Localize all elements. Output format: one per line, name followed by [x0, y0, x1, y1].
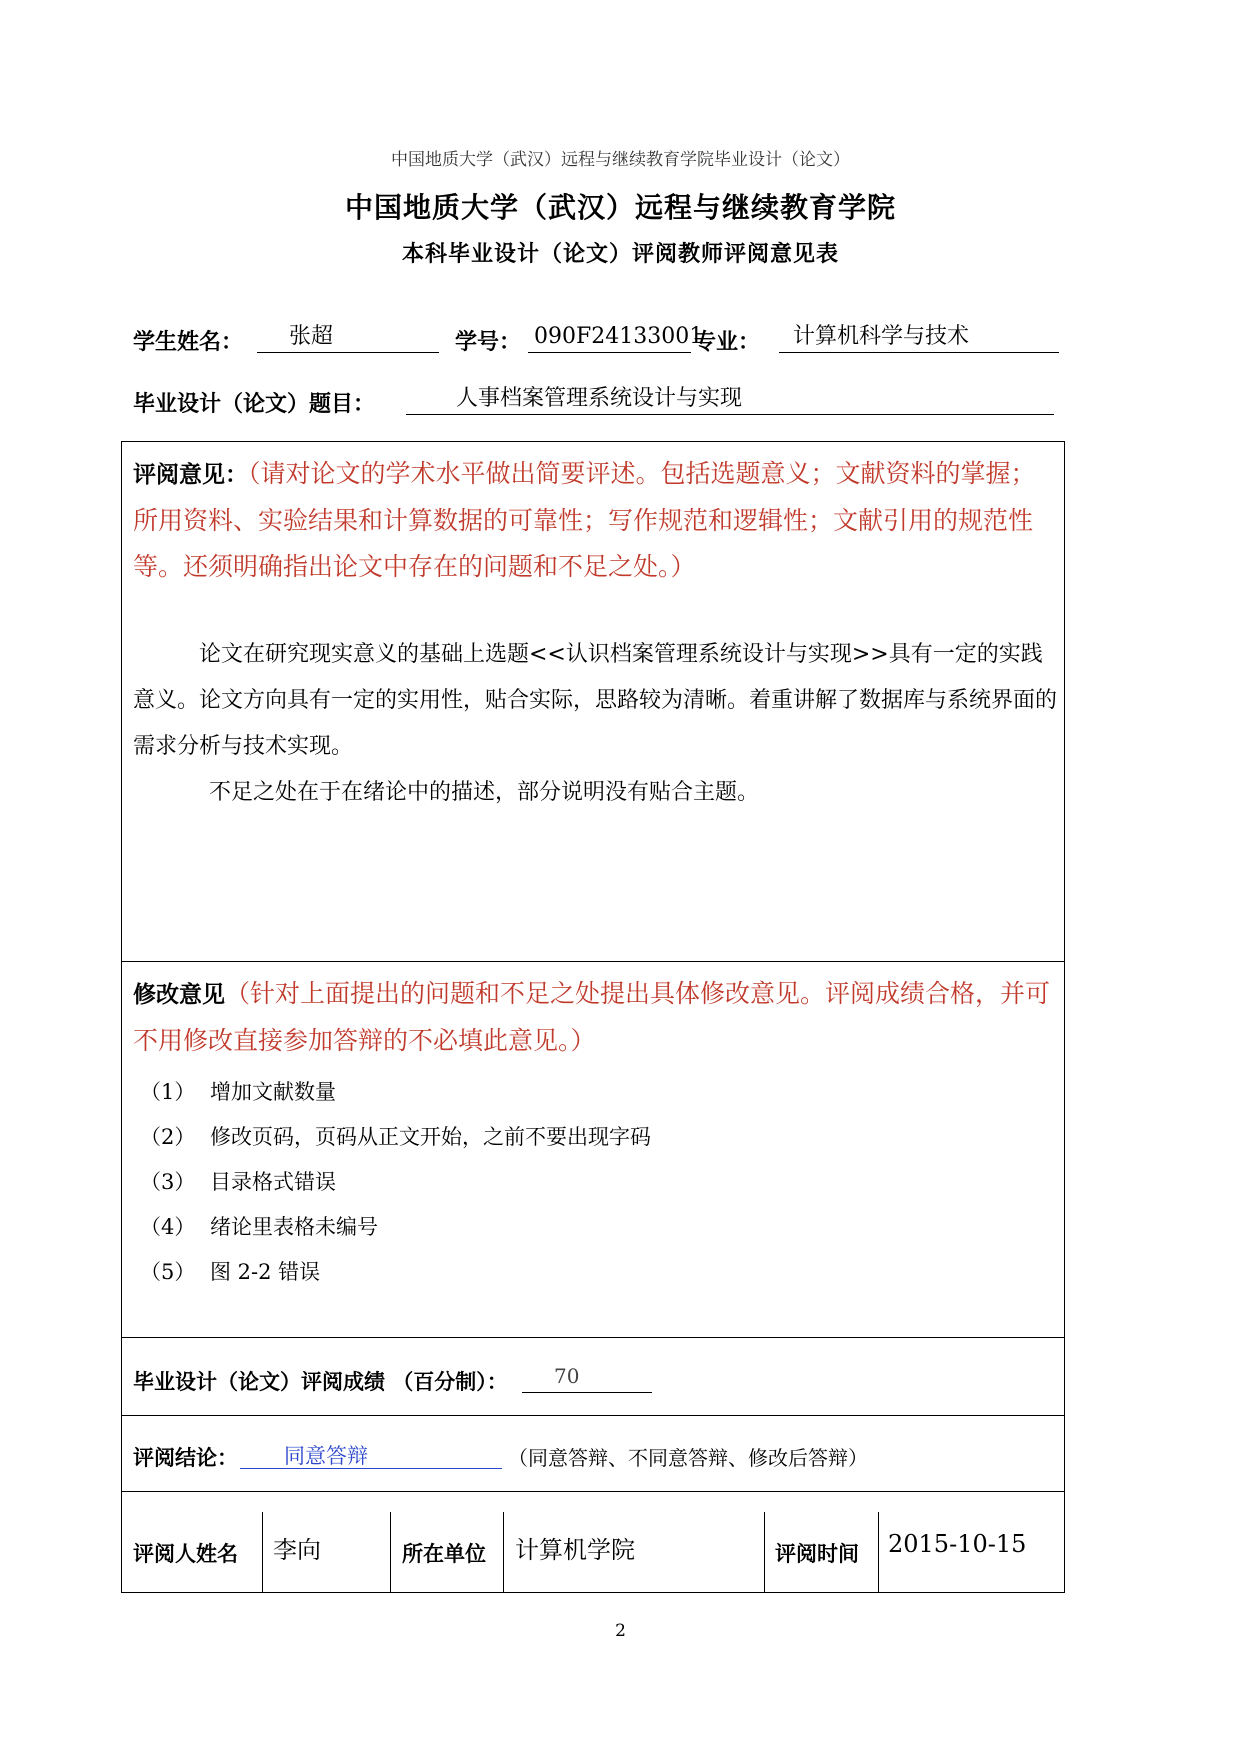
student-id: 090F24133001: [534, 324, 704, 349]
major-field: [779, 322, 1059, 353]
row-divider: [122, 961, 1064, 962]
page-title: 中国地质大学（武汉）远程与继续教育学院: [344, 191, 896, 224]
review-label: 评阅意见：: [133, 461, 248, 488]
conclusion-options: （同意答辩、不同意答辩、修改后答辩）: [508, 1446, 868, 1470]
cell-divider: [878, 1512, 879, 1592]
revision-instruction: （针对上面提出的问题和不足之处提出具体修改意见。评阅成绩合格，并可不用修改直接参加答辩的不必填此意见。）: [133, 979, 1051, 1055]
student-id-label: 学号：: [455, 329, 522, 355]
list-item-text: 修改页码，页码从正文开始，之前不要出现字码: [210, 1125, 651, 1149]
reviewer-unit: 计算机学院: [515, 1536, 635, 1564]
thesis-title-label: 毕业设计（论文）题目：: [133, 391, 376, 417]
reviewer-name-label: 评阅人姓名: [133, 1541, 238, 1566]
list-item-text: 图 2-2 错误: [210, 1260, 321, 1284]
review-paragraph-1: 论文在研究现实意义的基础上选题<<认识档案管理系统设计与实现>>具有一定的实践意义。论文方向具有一定的实用性，贴合实际，思路较为清晰。着重讲解了数据库与系统界面的需求分析与技术实现。: [133, 642, 1058, 759]
list-item: [140, 1121, 651, 1151]
review-time: 2015-10-15: [888, 1530, 1027, 1558]
student-name: 张超: [289, 324, 334, 349]
list-item-number: （3）: [140, 1170, 196, 1194]
reviewer-name: 李向: [273, 1536, 321, 1564]
review-instruction: （请对论文的学术水平做出简要评述。包括选题意义；文献资料的掌握；所用资料、实验结果和计算数据的可靠性；写作规范和逻辑性；文献引用的规范性等。还须明确指出论文中存在的问题和不足之处。）: [133, 459, 1036, 581]
list-item-text: 增加文献数量: [210, 1080, 336, 1104]
list-item: [140, 1166, 336, 1196]
major: 计算机科学与技术: [793, 324, 970, 349]
major-label: 专业：: [694, 329, 761, 355]
revision-label: 修改意见: [133, 981, 225, 1008]
student-name-label: 学生姓名：: [133, 329, 244, 355]
list-item-number: （1）: [140, 1080, 196, 1104]
list-item-text: 绪论里表格未编号: [210, 1215, 378, 1239]
cell-divider: [390, 1512, 391, 1592]
page-subtitle: 本科毕业设计（论文）评阅教师评阅意见表: [401, 241, 839, 267]
cell-divider: [503, 1512, 504, 1592]
score-label: 毕业设计（论文）评阅成绩 （百分制）：: [133, 1369, 508, 1394]
page-number: 2: [615, 1621, 626, 1641]
review-paragraph-2: 不足之处在于在绪论中的描述，部分说明没有贴合主题。: [209, 780, 760, 805]
review-time-label: 评阅时间: [775, 1541, 859, 1566]
row-divider: [122, 1415, 1064, 1416]
list-item-text: 目录格式错误: [210, 1170, 336, 1194]
score-value: 70: [554, 1364, 580, 1388]
reviewer-unit-label: 所在单位: [402, 1541, 486, 1566]
cell-divider: [262, 1512, 263, 1592]
score-field: [522, 1364, 652, 1393]
list-item-number: （4）: [140, 1215, 196, 1239]
revision-section-heading: [133, 971, 1059, 1064]
thesis-title-field: [406, 384, 1054, 415]
list-item: [140, 1076, 336, 1106]
cell-divider: [764, 1512, 765, 1592]
review-section-heading: [133, 451, 1059, 590]
list-item: [140, 1256, 320, 1286]
conclusion-value: 同意答辩: [284, 1444, 368, 1468]
conclusion-label: 评阅结论：: [133, 1445, 238, 1470]
page-header: 中国地质大学（武汉）远程与继续教育学院毕业设计（论文）: [391, 150, 850, 170]
row-divider: [122, 1337, 1064, 1338]
list-item-number: （2）: [140, 1125, 196, 1149]
list-item-number: （5）: [140, 1260, 196, 1284]
row-divider: [122, 1491, 1064, 1492]
student-id-field: [528, 322, 704, 353]
conclusion-field: [240, 1440, 502, 1469]
list-item: [140, 1211, 378, 1241]
student-name-field: [257, 322, 439, 353]
thesis-title: 人事档案管理系统设计与实现: [456, 386, 743, 411]
